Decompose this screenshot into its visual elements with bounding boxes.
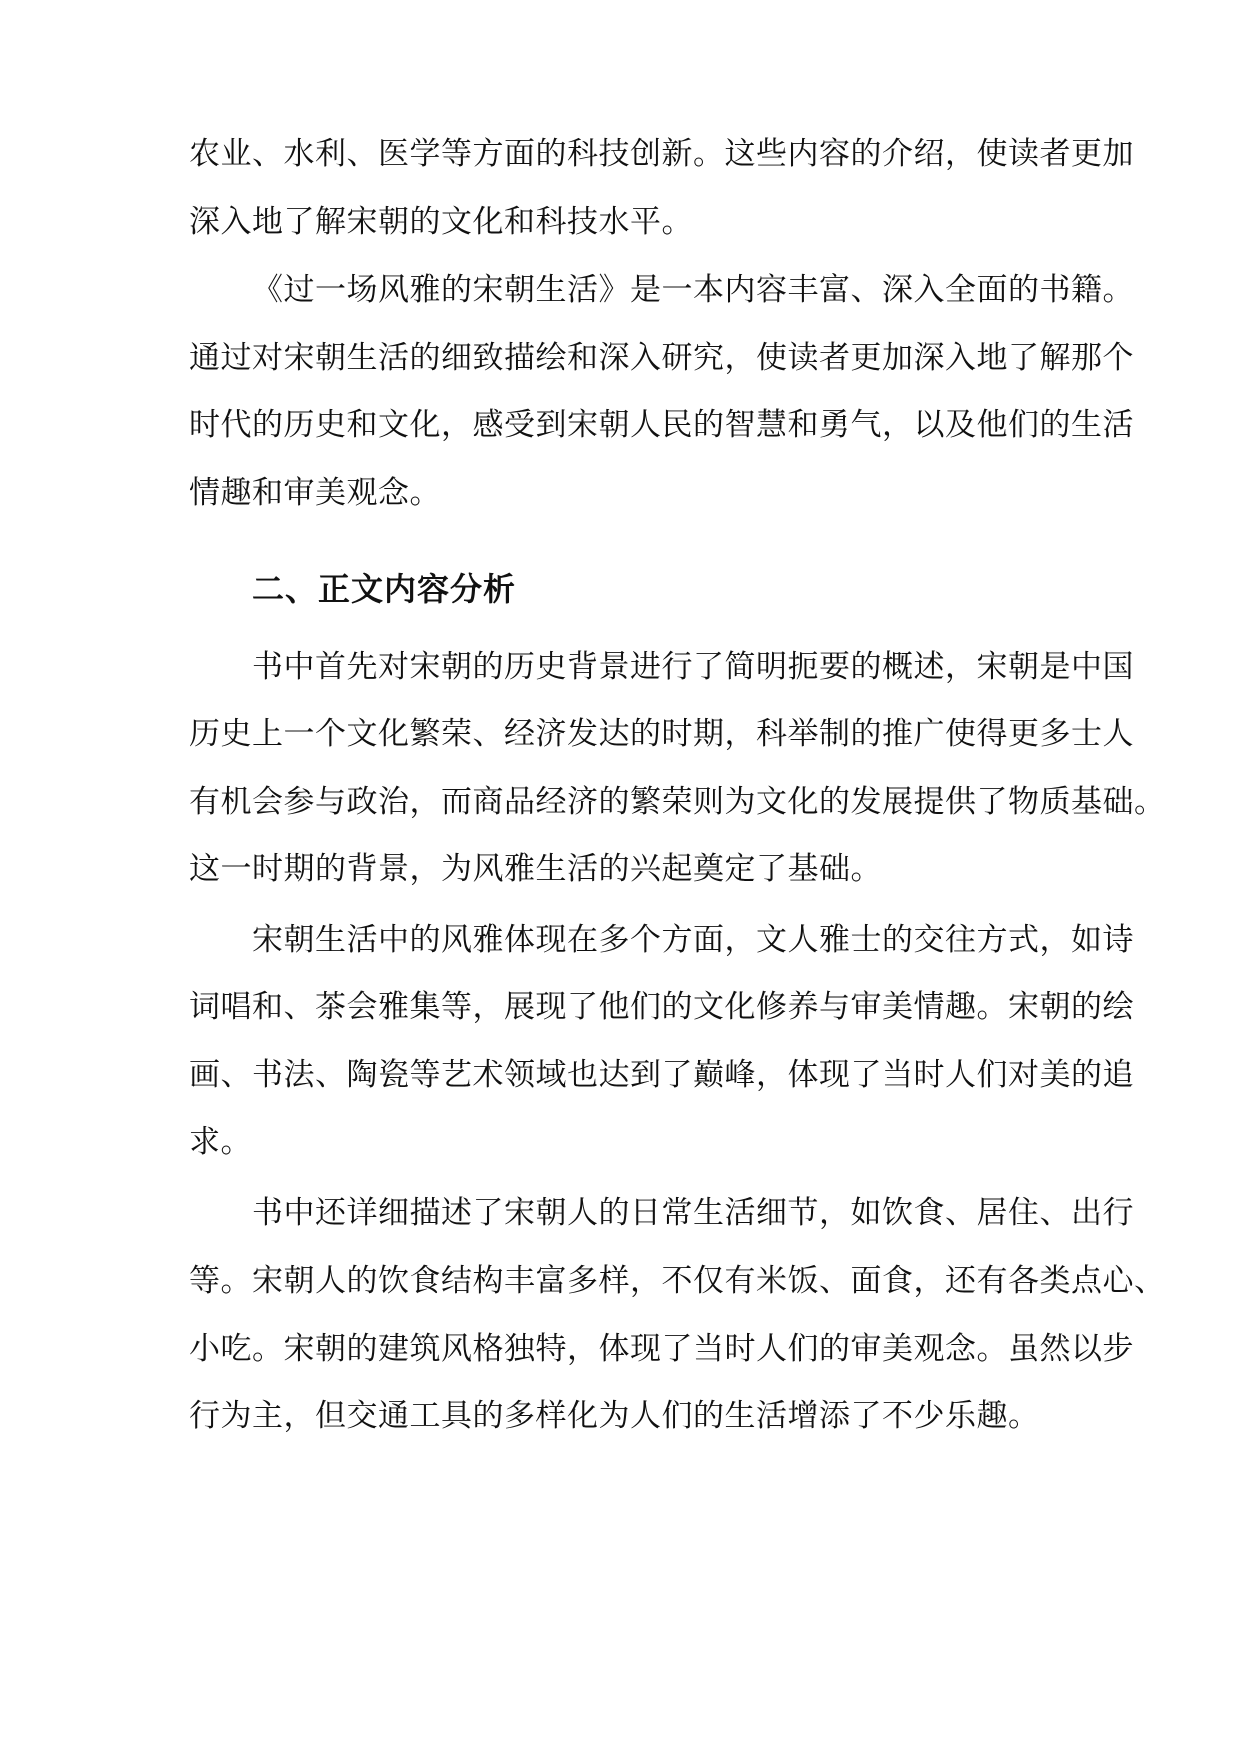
paragraph-line: 这一时期的背景，为风雅生活的兴起奠定了基础。 — [189, 851, 882, 887]
paragraph-line: 历史上一个文化繁荣、经济发达的时期，科举制的推广使得更多士人 — [189, 716, 1134, 752]
paragraph-line: 农业、水利、医学等方面的科技创新。这些内容的介绍，使读者更加 — [189, 136, 1134, 172]
paragraph-line: 时代的历史和文化，感受到宋朝人民的智慧和勇气，以及他们的生活 — [189, 407, 1134, 443]
paragraph-line: 宋朝生活中的风雅体现在多个方面，文人雅士的交往方式，如诗 — [252, 922, 1134, 958]
paragraph-line: 深入地了解宋朝的文化和科技水平。 — [189, 204, 693, 240]
paragraph-line: 画、书法、陶瓷等艺术领域也达到了巅峰，体现了当时人们对美的追 — [189, 1057, 1134, 1093]
paragraph-line: 书中还详细描述了宋朝人的日常生活细节，如饮食、居住、出行 — [252, 1195, 1134, 1231]
paragraph-line: 书中首先对宋朝的历史背景进行了简明扼要的概述，宋朝是中国 — [252, 649, 1134, 685]
paragraph-line: 等。宋朝人的饮食结构丰富多样，不仅有米饭、面食，还有各类点心、 — [189, 1263, 1166, 1299]
paragraph-line: 行为主，但交通工具的多样化为人们的生活增添了不少乐趣。 — [189, 1398, 1040, 1434]
paragraph-line: 通过对宋朝生活的细致描绘和深入研究，使读者更加深入地了解那个 — [189, 340, 1134, 376]
paragraph-line: 小吃。宋朝的建筑风格独特，体现了当时人们的审美观念。虽然以步 — [189, 1331, 1134, 1367]
paragraph-line: 《过一场风雅的宋朝生活》是一本内容丰富、深入全面的书籍。 — [252, 272, 1134, 308]
section-heading: 二、正文内容分析 — [252, 570, 517, 608]
paragraph-line: 求。 — [189, 1124, 252, 1160]
paragraph-line: 情趣和审美观念。 — [189, 475, 441, 511]
paragraph-line: 有机会参与政治，而商品经济的繁荣则为文化的发展提供了物质基础。 — [189, 784, 1166, 820]
paragraph-line: 词唱和、茶会雅集等，展现了他们的文化修养与审美情趣。宋朝的绘 — [189, 989, 1134, 1025]
